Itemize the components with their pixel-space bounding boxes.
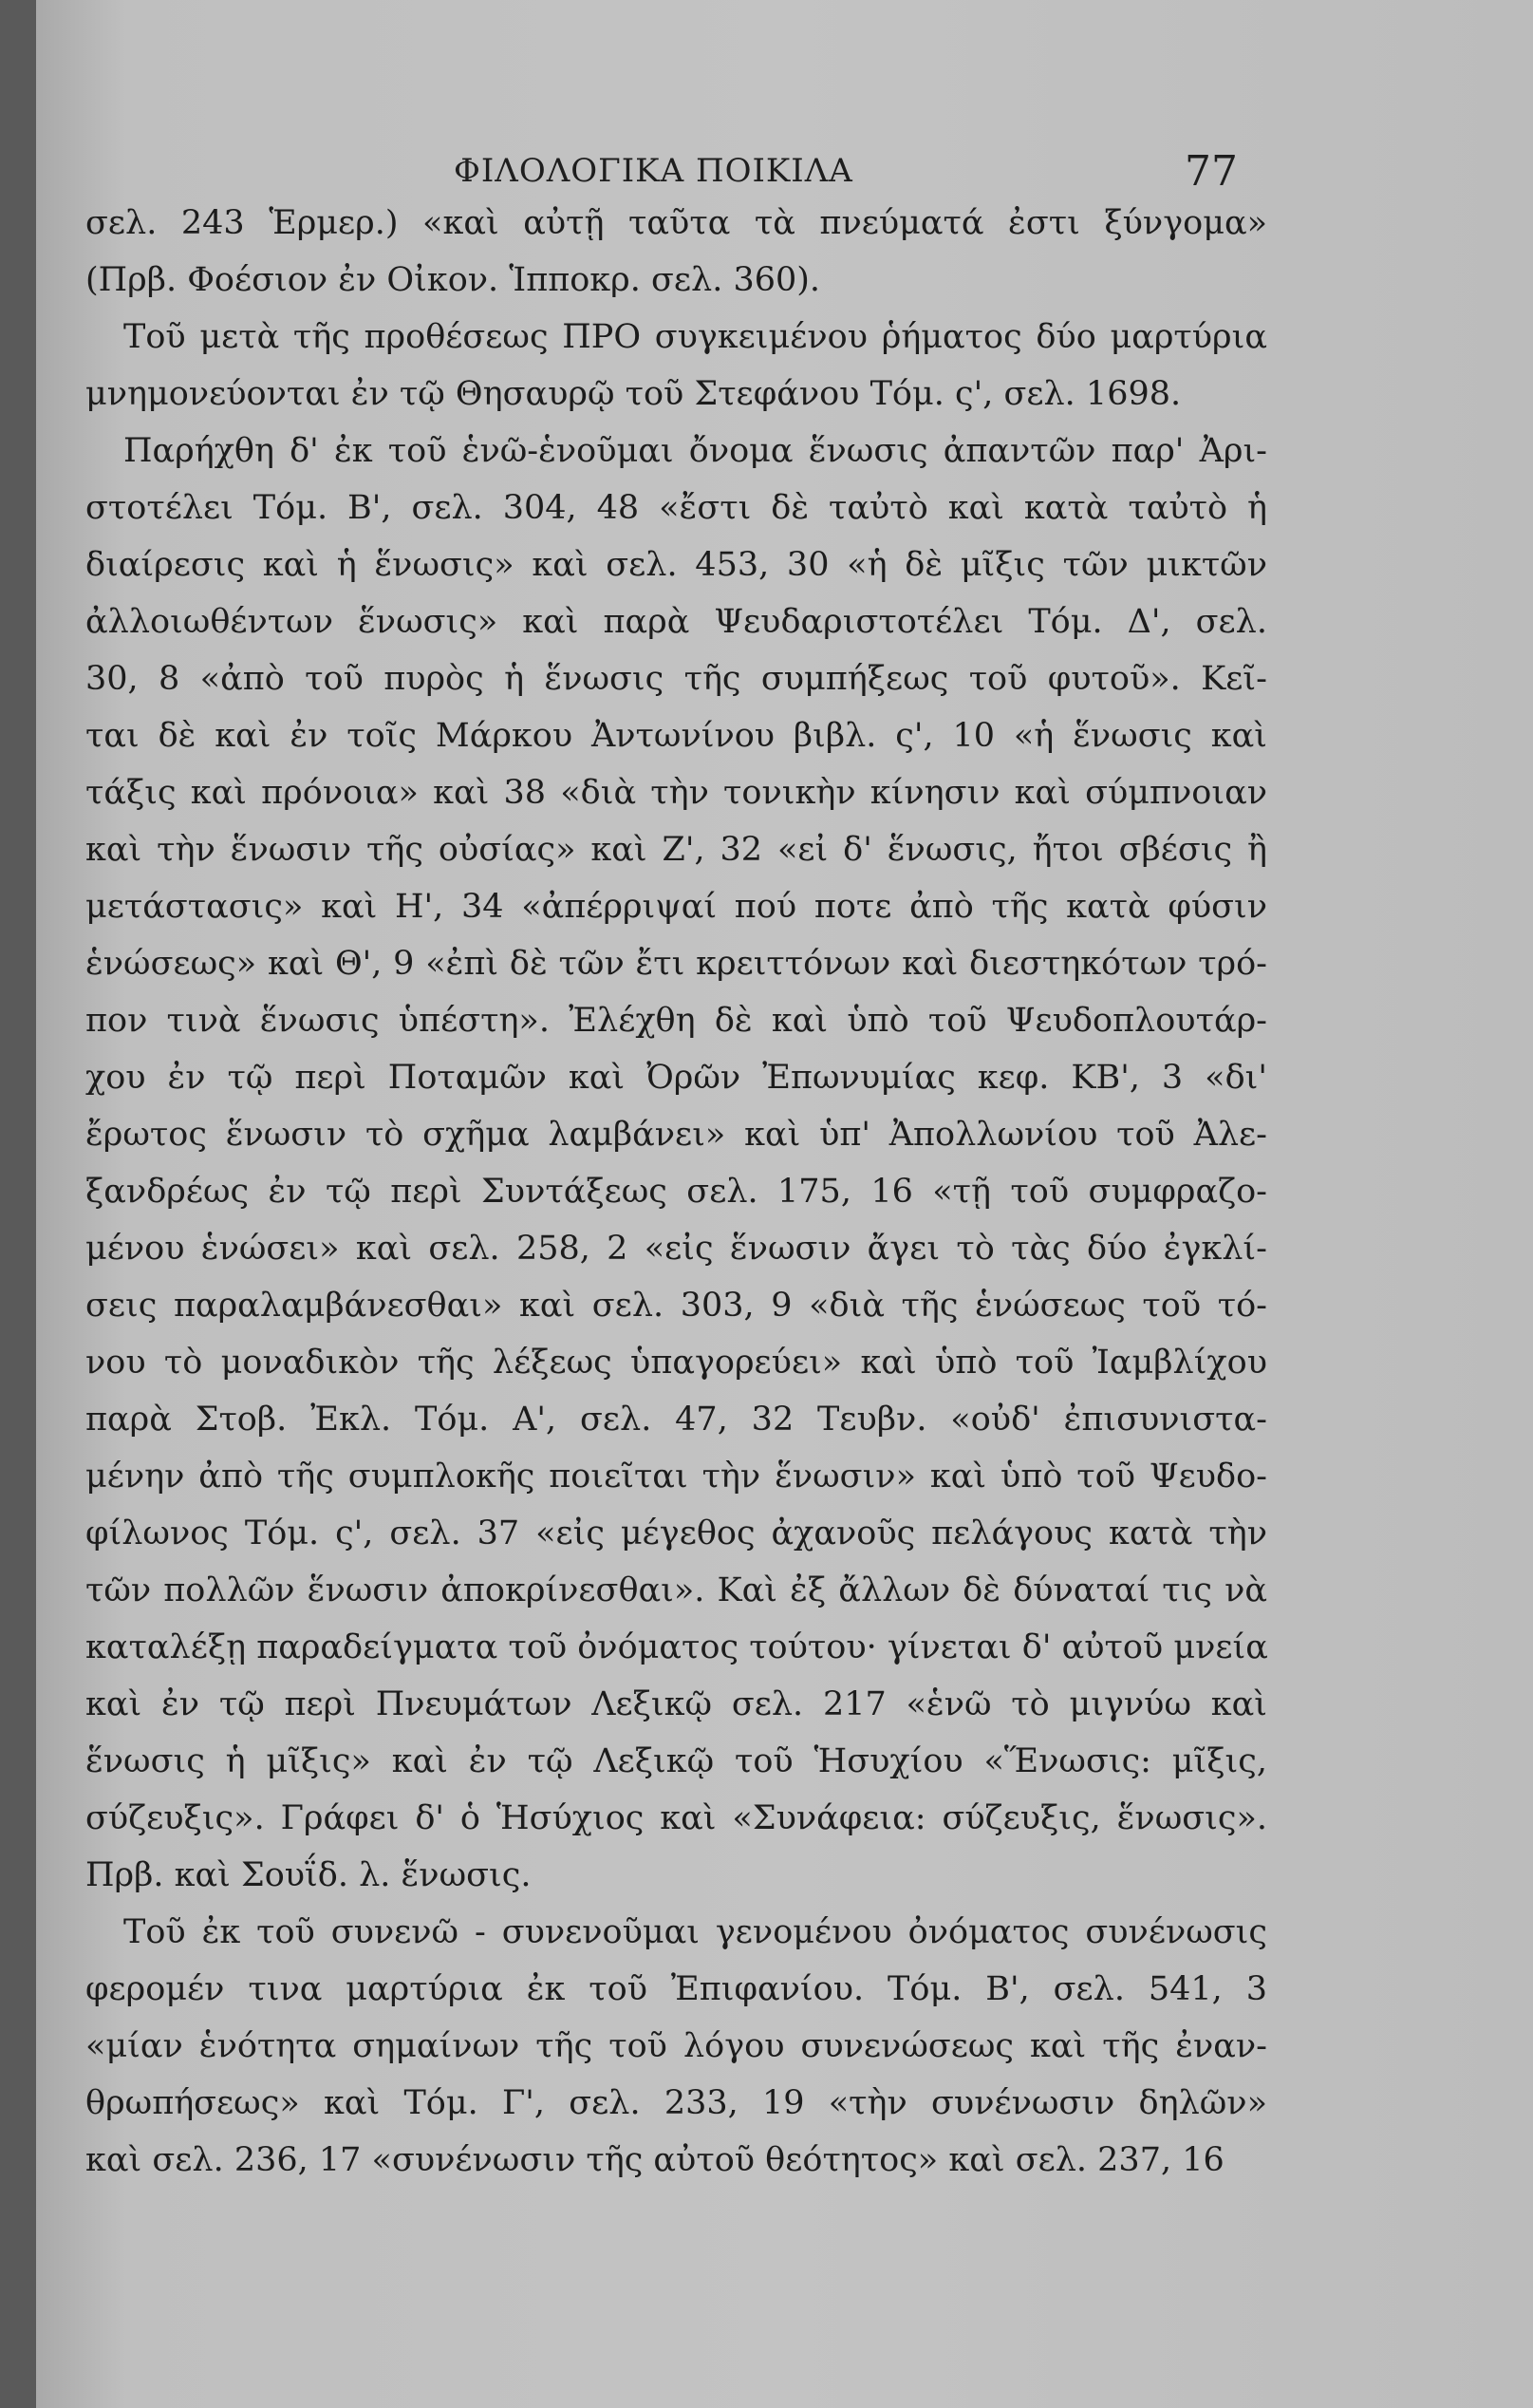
text-line: σεις παραλαμβάνεσθαι» καὶ σελ. 303, 9 «διὰ τῆς ἑνώσεως τοῦ τό-: [85, 1287, 1267, 1325]
text-line: Τοῦ μετὰ τῆς προθέσεως ΠΡΟ συγκειμένου ῥήματος δύο μαρτύρια: [123, 318, 1267, 356]
text-line: διαίρεσις καὶ ἡ ἕνωσις» καὶ σελ. 453, 30 «ἡ δὲ μῖξις τῶν μικτῶν: [85, 546, 1267, 584]
text-line: μένην ἀπὸ τῆς συμπλοκῆς ποιεῖται τὴν ἕνωσιν» καὶ ὑπὸ τοῦ Ψευδο-: [85, 1458, 1267, 1496]
text-line: ἔρωτος ἕνωσιν τὸ σχῆμα λαμβάνει» καὶ ὑπ' Ἀπολλωνίου τοῦ Ἀλε-: [85, 1116, 1267, 1154]
text-line: καὶ σελ. 236, 17 «συνένωσιν τῆς αὐτοῦ θεότητος» καὶ σελ. 237, 16: [85, 2141, 1225, 2179]
text-line: θρωπήσεως» καὶ Τόμ. Γ', σελ. 233, 19 «τὴν συνένωσιν δηλῶν»: [85, 2084, 1267, 2122]
text-line: σελ. 243 Ἑρμερ.) «καὶ αὐτῇ ταῦτα τὰ πνεύματά ἐστι ξύνγομα»: [85, 204, 1267, 242]
text-line: σύζευξις». Γράφει δ' ὁ Ἡσύχιος καὶ «Συνάφεια: σύζευξις, ἕνωσις».: [85, 1799, 1267, 1837]
text-line: φίλωνος Τόμ. ς', σελ. 37 «εἰς μέγεθος ἀχανοῦς πελάγους κατὰ τὴν: [85, 1514, 1267, 1552]
text-line: (Πρβ. Φοέσιον ἐν Οἰκον. Ἱπποκρ. σελ. 360).: [85, 261, 821, 299]
text-line: 30, 8 «ἀπὸ τοῦ πυρὸς ἡ ἕνωσις τῆς συμπήξεως τοῦ φυτοῦ». Κεῖ-: [85, 660, 1267, 698]
text-line: ἀλλοιωθέντων ἕνωσις» καὶ παρὰ Ψευδαριστοτέλει Τόμ. Δ', σελ.: [85, 603, 1267, 641]
text-line: Τοῦ ἐκ τοῦ συνενῶ - συνενοῦμαι γενομένου ὀνόματος συνένωσις: [123, 1913, 1267, 1951]
running-title: ΦΙΛΟΛΟΓΙΚΑ ΠΟΙΚΙΛΑ: [454, 152, 853, 190]
text-line: τάξις καὶ πρόνοια» καὶ 38 «διὰ τὴν τονικὴν κίνησιν καὶ σύμπνοιαν: [85, 774, 1267, 812]
text-line: καταλέξῃ παραδείγματα τοῦ ὀνόματος τούτου· γίνεται δ' αὐτοῦ μνεία: [85, 1628, 1268, 1666]
text-line: ται δὲ καὶ ἐν τοῖς Μάρκου Ἀντωνίνου βιβλ. ς', 10 «ἡ ἕνωσις καὶ: [85, 717, 1267, 755]
text-line: παρὰ Στοβ. Ἐκλ. Τόμ. Α', σελ. 47, 32 Τευβν. «οὐδ' ἐπισυνιστα-: [85, 1401, 1267, 1439]
text-line: ἑνώσεως» καὶ Θ', 9 «ἐπὶ δὲ τῶν ἔτι κρειττόνων καὶ διεστηκότων τρό-: [85, 945, 1267, 983]
text-line: μένου ἑνώσει» καὶ σελ. 258, 2 «εἰς ἕνωσιν ἄγει τὸ τὰς δύο ἐγκλί-: [85, 1230, 1267, 1268]
text-line: μετάστασις» καὶ Η', 34 «ἀπέρριψαί πού ποτε ἀπὸ τῆς κατὰ φύσιν: [85, 888, 1267, 926]
text-line: νου τὸ μοναδικὸν τῆς λέξεως ὑπαγορεύει» καὶ ὑπὸ τοῦ Ἰαμβλίχου: [85, 1344, 1267, 1382]
text-line: τῶν πολλῶν ἕνωσιν ἀποκρίνεσθαι». Καὶ ἐξ ἄλλων δὲ δύναταί τις νὰ: [85, 1571, 1267, 1609]
text-line: ἕνωσις ἡ μῖξις» καὶ ἐν τῷ Λεξικῷ τοῦ Ἡσυχίου «Ἕνωσις: μῖξις,: [85, 1742, 1267, 1780]
text-line: καὶ τὴν ἕνωσιν τῆς οὐσίας» καὶ Ζ', 32 «εἰ δ' ἕνωσις, ἤτοι σβέσις ἢ: [85, 831, 1267, 869]
text-line: Παρήχθη δ' ἐκ τοῦ ἑνῶ-ἑνοῦμαι ὄνομα ἕνωσις ἀπαντῶν παρ' Ἀρι-: [123, 432, 1267, 470]
text-line: μνημονεύονται ἐν τῷ Θησαυρῷ τοῦ Στεφάνου Τόμ. ς', σελ. 1698.: [85, 375, 1182, 413]
text-line: στοτέλει Τόμ. Β', σελ. 304, 48 «ἔστι δὲ ταὐτὸ καὶ κατὰ ταὐτὸ ἡ: [85, 489, 1267, 527]
text-line: πον τινὰ ἕνωσις ὑπέστη». Ἐλέχθη δὲ καὶ ὑπὸ τοῦ Ψευδοπλουτάρ-: [85, 1002, 1267, 1040]
text-line: «μίαν ἑνότητα σημαίνων τῆς τοῦ λόγου συνενώσεως καὶ τῆς ἐναν-: [85, 2027, 1267, 2065]
book-page: [36, 0, 1533, 2408]
text-line: φερομέν τινα μαρτύρια ἐκ τοῦ Ἐπιφανίου. Τόμ. Β', σελ. 541, 3: [85, 1970, 1267, 2008]
text-line: ξανδρέως ἐν τῷ περὶ Συντάξεως σελ. 175, 16 «τῇ τοῦ συμφραζο-: [85, 1173, 1267, 1211]
text-line: χου ἐν τῷ περὶ Ποταμῶν καὶ Ὀρῶν Ἐπωνυμίας κεφ. ΚΒ', 3 «δι': [85, 1059, 1267, 1097]
text-line: καὶ ἐν τῷ περὶ Πνευμάτων Λεξικῷ σελ. 217 «ἑνῶ τὸ μιγνύω καὶ: [85, 1685, 1267, 1723]
body-text: [85, 195, 1267, 2189]
text-line: Πρβ. καὶ Σουΐδ. λ. ἕνωσις.: [85, 1856, 532, 1894]
page-number: 77: [1185, 147, 1238, 196]
